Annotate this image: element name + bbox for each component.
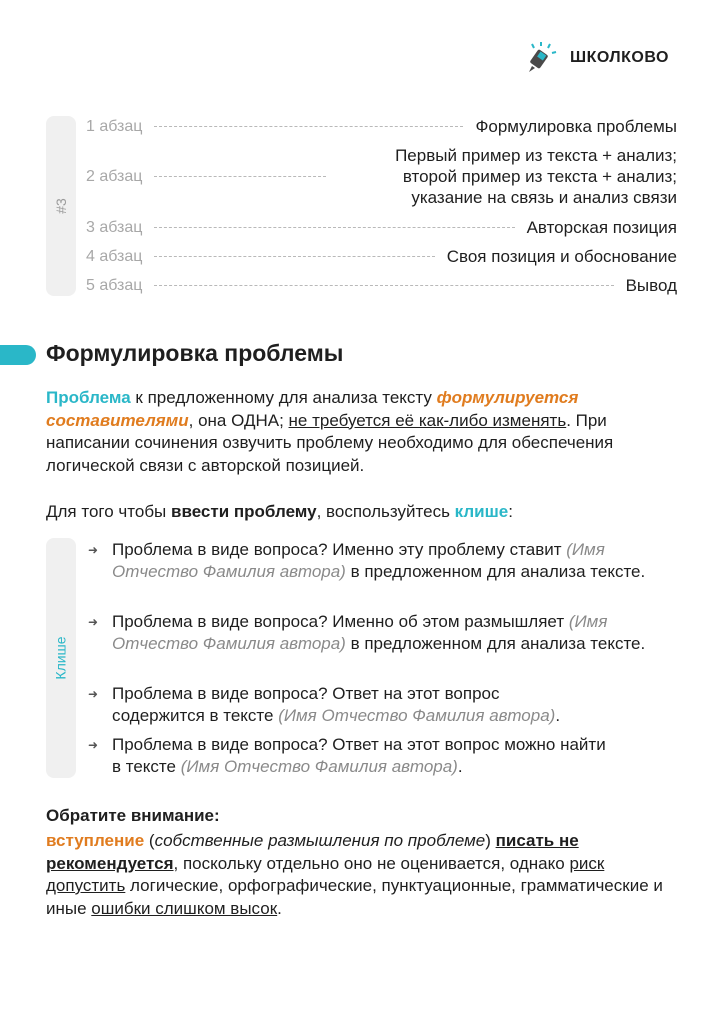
arrow-right-icon: ➜ (88, 543, 99, 557)
paragraph-description: Своя позиция и обоснование (446, 247, 677, 266)
paragraph-number: 2 абзац (86, 167, 143, 185)
logo-text: ШКОЛКОВО (570, 49, 669, 66)
cliche-item: ➜ Проблема в виде вопроса? Ответ на этот вопрос содержится в тексте (Имя Отчество Фамилия автора). (88, 684, 561, 725)
cliche-label: Клише (53, 636, 70, 680)
section-marker (0, 345, 36, 365)
dashed-leader (154, 256, 434, 257)
paragraph-description: Вывод (625, 276, 677, 295)
note-paragraph: вступление (собственные размышления по проблеме) писать не рекомендуется, поскольку отдельно оно не оценивается, однако риск допустить логические, орфографические, пунктуационные, грамматические и иные ошибки слишком высок. (46, 831, 663, 918)
arrow-right-icon: ➜ (88, 738, 99, 752)
cliche-item: ➜ Проблема в виде вопроса? Именно эту проблему ставит (Имя Отчество Фамилия автора) в предложенном для анализа тексте. (88, 540, 646, 581)
paragraph-description: Первый пример из текста + анализ; второй пример из текста + анализ; указание на связь и анализ связи (395, 146, 677, 207)
structure-label: #3 (52, 198, 69, 214)
lead-sentence: Для того чтобы ввести проблему, воспользуйтесь клише: (46, 502, 513, 521)
paragraph-description: Авторская позиция (526, 218, 677, 237)
dashed-leader (154, 126, 463, 127)
structure-row (86, 116, 677, 137)
dashed-leader (154, 227, 514, 228)
logo (523, 40, 669, 76)
paragraph-number: 3 абзац (86, 218, 143, 236)
note-title: Обратите внимание: (46, 806, 220, 825)
paragraph-description: Формулировка проблемы (475, 117, 677, 136)
arrow-right-icon: ➜ (88, 615, 99, 629)
section-title: Формулировка проблемы (46, 340, 344, 366)
structure-row (86, 246, 677, 267)
structure-row (86, 275, 677, 296)
dashed-leader (154, 176, 326, 177)
structure-row (86, 217, 677, 238)
cliche-item: ➜ Проблема в виде вопроса? Ответ на этот вопрос можно найти в тексте (Имя Отчество Фамилия автора). (88, 735, 606, 776)
dashed-leader (154, 285, 613, 286)
paragraph-number: 5 абзац (86, 276, 143, 294)
structure-row (86, 145, 677, 208)
pen-sparkle-icon (523, 40, 559, 76)
arrow-right-icon: ➜ (88, 687, 99, 701)
paragraph-number: 1 абзац (86, 117, 143, 135)
paragraph-number: 4 абзац (86, 247, 143, 265)
intro-paragraph: Проблема к предложенному для анализа тексту формулируется составителями, она ОДНА; не требуется её как-либо изменять. При написании сочинения озвучить проблему необходимо для обеспечения логической связи с авторской позицией. (46, 388, 614, 475)
cliche-item: ➜ Проблема в виде вопроса? Именно об этом размышляет (Имя Отчество Фамилия автора) в предложенном для анализа тексте. (88, 612, 646, 653)
